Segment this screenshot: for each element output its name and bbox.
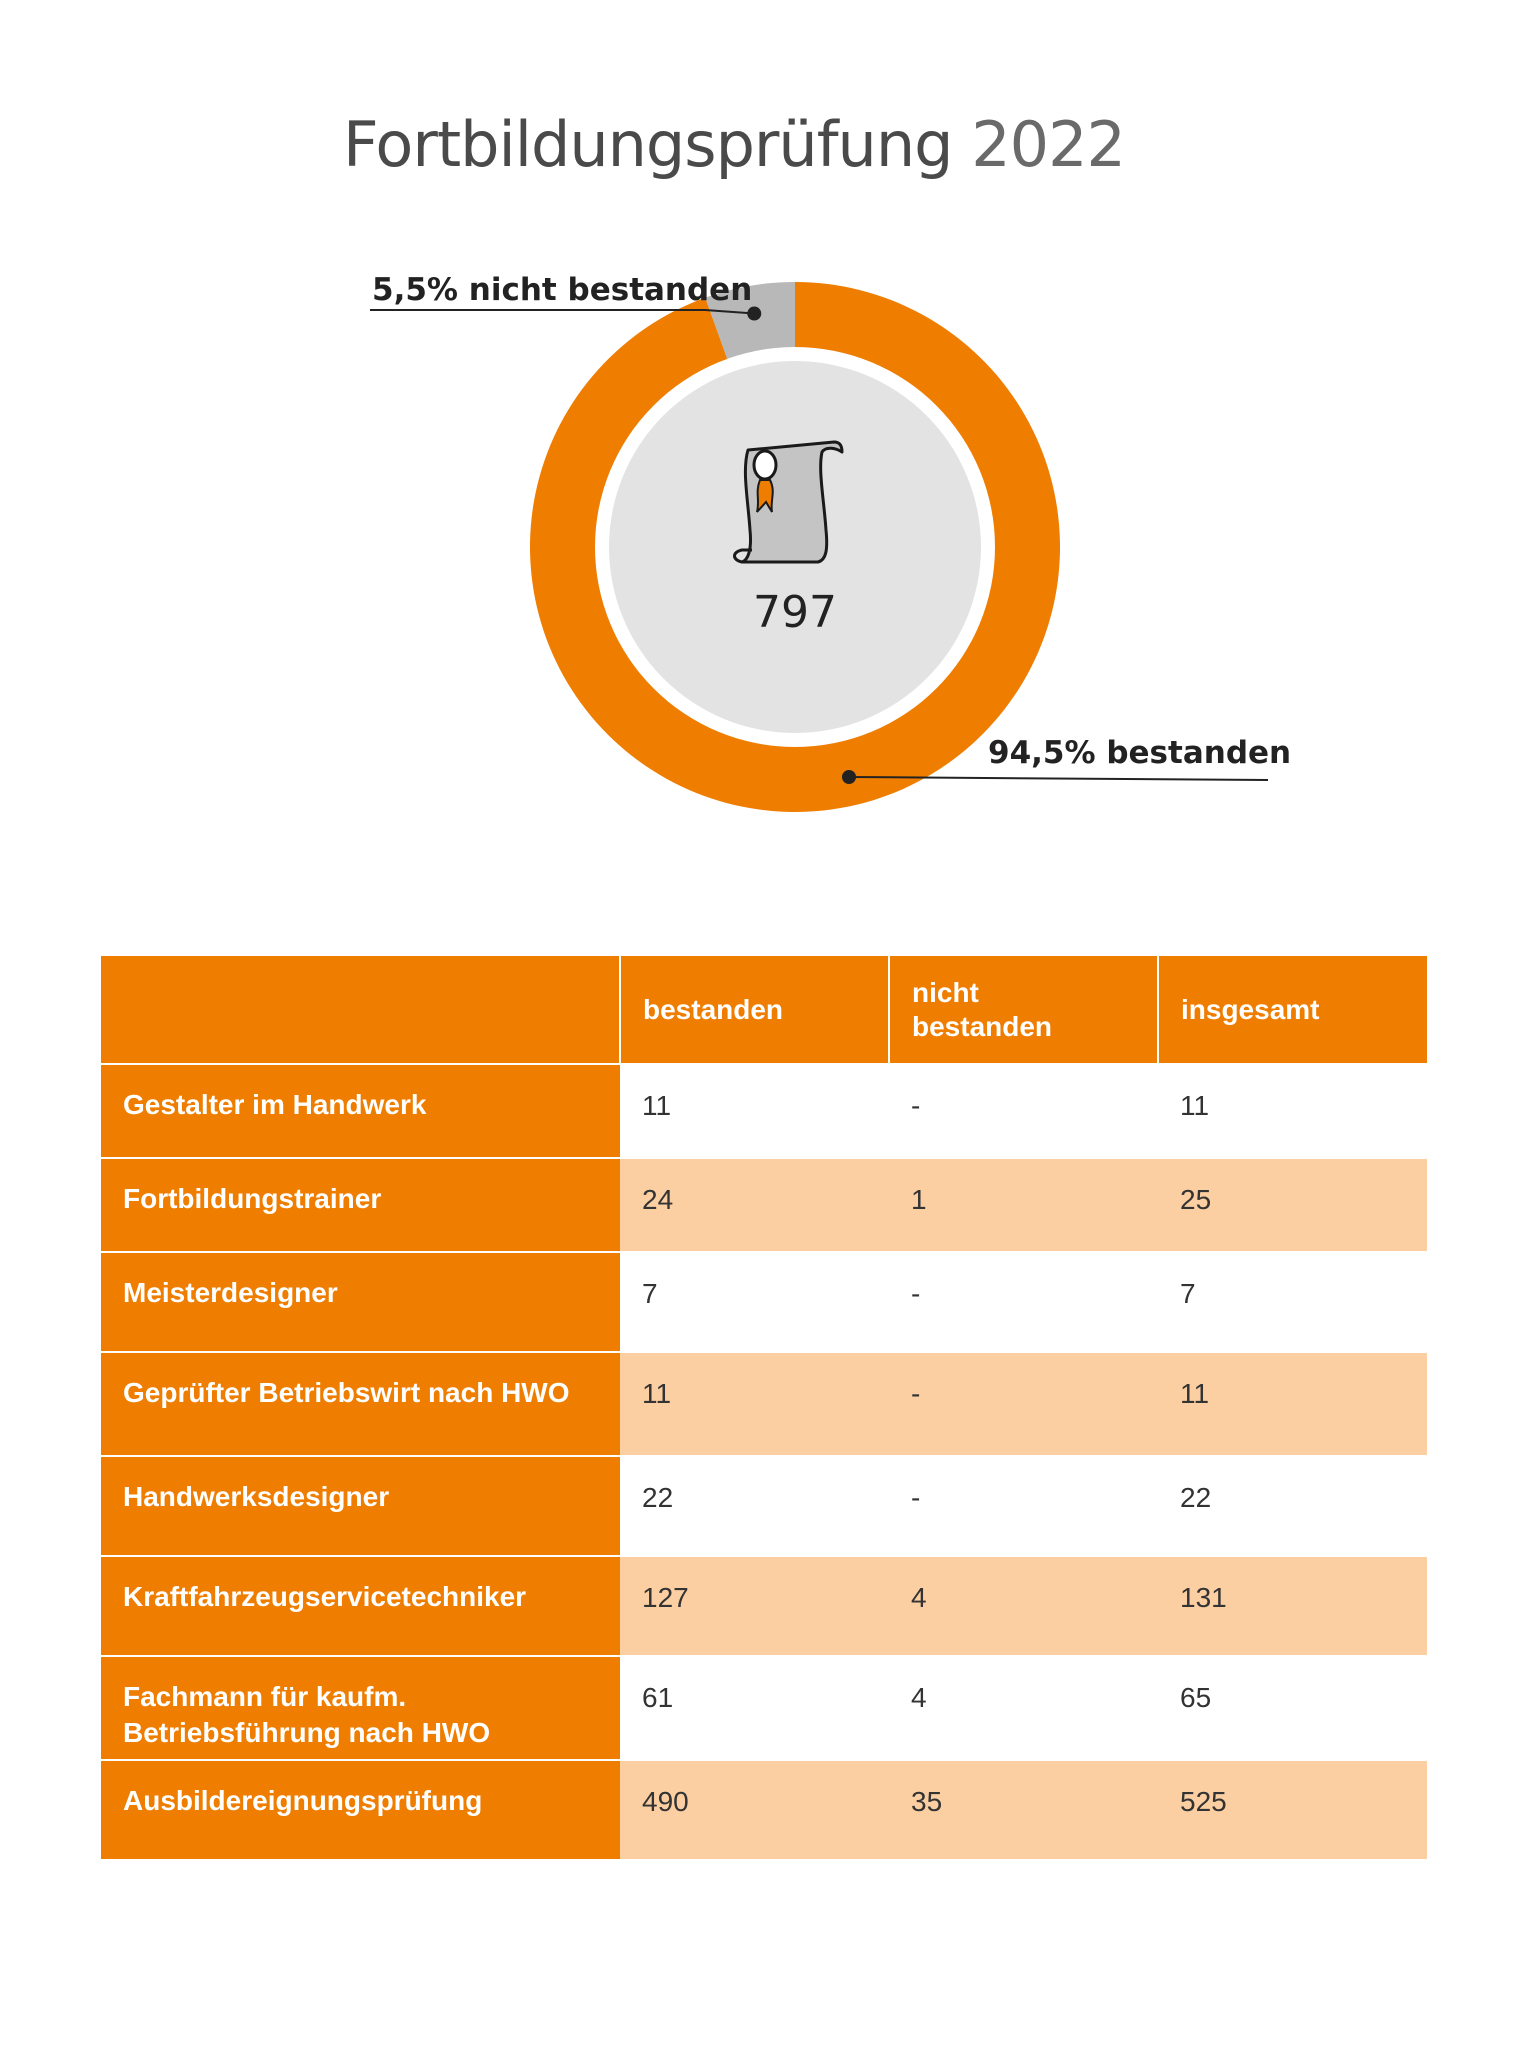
row-label: Meisterdesigner <box>101 1252 620 1352</box>
cell-insgesamt: 7 <box>1158 1252 1427 1352</box>
table-row <box>101 1352 1427 1456</box>
table-row <box>101 1252 1427 1352</box>
title-year: 2022 <box>971 108 1126 181</box>
cell-insgesamt: 131 <box>1158 1556 1427 1656</box>
cell-insgesamt: 22 <box>1158 1456 1427 1556</box>
cell-insgesamt: 25 <box>1158 1158 1427 1252</box>
donut-chart <box>0 0 1520 900</box>
cell-bestanden: 490 <box>620 1760 889 1859</box>
table-row <box>101 1556 1427 1656</box>
row-label: Handwerksdesigner <box>101 1456 620 1556</box>
cell-nicht-bestanden: - <box>889 1352 1158 1456</box>
table-row <box>101 1064 1427 1158</box>
cell-bestanden: 11 <box>620 1064 889 1158</box>
cell-bestanden: 24 <box>620 1158 889 1252</box>
row-label: Gestalter im Handwerk <box>101 1064 620 1158</box>
slice-label-failed: 5,5% nicht bestanden <box>372 272 753 308</box>
cell-nicht-bestanden: 35 <box>889 1760 1158 1859</box>
row-label: Kraftfahrzeugservicetechniker <box>101 1556 620 1656</box>
header-category <box>101 956 620 1064</box>
cell-nicht-bestanden: 1 <box>889 1158 1158 1252</box>
leader-dot-passed <box>842 770 856 784</box>
slice-label-passed: 94,5% bestanden <box>988 735 1292 771</box>
table-row <box>101 1158 1427 1252</box>
table-row <box>101 1656 1427 1760</box>
cell-insgesamt: 11 <box>1158 1064 1427 1158</box>
title-main: Fortbildungsprüfung <box>342 108 953 181</box>
table-row <box>101 1760 1427 1859</box>
cell-bestanden: 61 <box>620 1656 889 1760</box>
row-label: Geprüfter Betriebswirt nach HWO <box>101 1352 620 1456</box>
cell-nicht-bestanden: - <box>889 1456 1158 1556</box>
total-count: 797 <box>753 587 837 638</box>
cell-insgesamt: 65 <box>1158 1656 1427 1760</box>
header-nicht-bestanden: nicht bestanden <box>889 956 1158 1064</box>
cell-bestanden: 22 <box>620 1456 889 1556</box>
results-table <box>101 956 1427 1859</box>
cell-nicht-bestanden: 4 <box>889 1556 1158 1656</box>
cell-nicht-bestanden: - <box>889 1252 1158 1352</box>
row-label: Ausbildereignungsprüfung <box>101 1760 620 1859</box>
cell-nicht-bestanden: - <box>889 1064 1158 1158</box>
table-header-row <box>101 956 1427 1064</box>
cell-bestanden: 127 <box>620 1556 889 1656</box>
header-insgesamt: insgesamt <box>1158 956 1427 1064</box>
row-label: Fachmann für kaufm. Betriebsführung nach HWO <box>101 1656 620 1760</box>
leader-dot-failed <box>747 307 761 321</box>
table-row <box>101 1456 1427 1556</box>
row-label: Fortbildungstrainer <box>101 1158 620 1252</box>
cell-bestanden: 11 <box>620 1352 889 1456</box>
cell-bestanden: 7 <box>620 1252 889 1352</box>
cell-insgesamt: 11 <box>1158 1352 1427 1456</box>
cell-nicht-bestanden: 4 <box>889 1656 1158 1760</box>
cell-insgesamt: 525 <box>1158 1760 1427 1859</box>
header-bestanden: bestanden <box>620 956 889 1064</box>
